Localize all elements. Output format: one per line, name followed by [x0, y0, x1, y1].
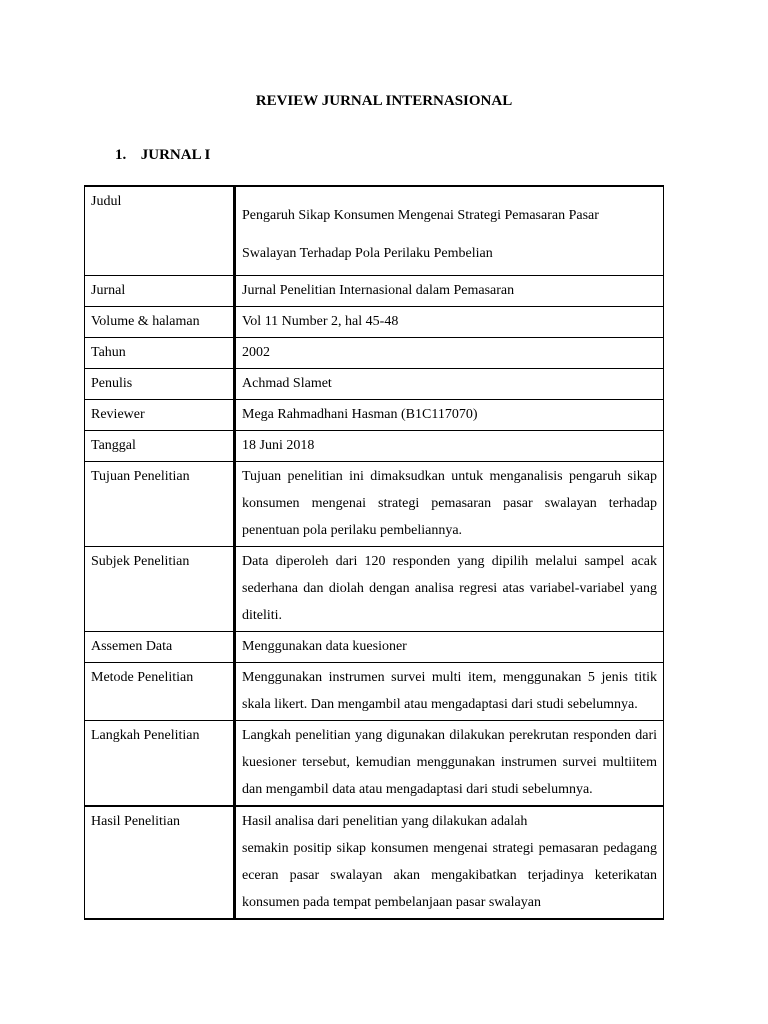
row-value: Achmad Slamet — [235, 369, 664, 400]
row-value: Jurnal Penelitian Internasional dalam Pemasaran — [235, 276, 664, 307]
row-label: Tanggal — [85, 431, 235, 462]
table-row-penulis — [85, 369, 664, 400]
table-row-jurnal — [85, 276, 664, 307]
row-value: Menggunakan data kuesioner — [235, 632, 664, 663]
table-row-tujuan — [85, 462, 664, 547]
row-label: Reviewer — [85, 400, 235, 431]
section-heading — [115, 147, 210, 164]
row-label: Metode Penelitian — [85, 663, 235, 721]
row-value-line: Swalayan Terhadap Pola Perilaku Pembelian — [242, 246, 493, 261]
row-value: 18 Juni 2018 — [235, 431, 664, 462]
row-label: Langkah Penelitian — [85, 721, 235, 807]
table-row-metode — [85, 663, 664, 721]
row-label: Tujuan Penelitian — [85, 462, 235, 547]
row-value-line: semakin positip sikap konsumen mengenai strategi pemasaran pedagang eceran pasar swalayan akan mengakibatkan terjadinya keterikatan konsumen pada tempat pembelanjaan pasar swalayan — [242, 841, 657, 910]
row-label: Jurnal — [85, 276, 235, 307]
row-value-line: Pengaruh Sikap Konsumen Mengenai Strategi Pemasaran Pasar — [242, 208, 599, 223]
row-label: Hasil Penelitian — [85, 806, 235, 919]
row-label: Penulis — [85, 369, 235, 400]
table-row-langkah — [85, 721, 664, 807]
row-value: Langkah penelitian yang digunakan dilakukan perekrutan responden dari kuesioner tersebut, kemudian menggunakan instrumen survei multiitem dan mengambil data atau mengadaptasi dari studi sebelumnya. — [235, 721, 664, 807]
row-label: Volume & halaman — [85, 307, 235, 338]
row-value: Tujuan penelitian ini dimaksudkan untuk menganalisis pengaruh sikap konsumen mengenai strategi pemasaran pasar swalayan terhadap penentuan pola perilaku pembeliannya. — [235, 462, 664, 547]
table-row-assemen — [85, 632, 664, 663]
table-row-tahun — [85, 338, 664, 369]
row-label: Tahun — [85, 338, 235, 369]
table-row-volume — [85, 307, 664, 338]
table-row-hasil — [85, 806, 664, 919]
row-value: Menggunakan instrumen survei multi item, menggunakan 5 jenis titik skala likert. Dan mengambil atau mengadaptasi dari studi sebelumnya. — [235, 663, 664, 721]
section-number: 1. — [115, 147, 127, 163]
row-value: Data diperoleh dari 120 responden yang dipilih melalui sampel acak sederhana dan diolah dengan analisa regresi atas variabel-variabel yang diteliti. — [235, 547, 664, 632]
row-label: Judul — [85, 186, 235, 276]
review-table — [84, 185, 664, 920]
row-value — [235, 806, 664, 919]
table-row-tanggal — [85, 431, 664, 462]
row-value: Vol 11 Number 2, hal 45-48 — [235, 307, 664, 338]
row-value: Mega Rahmadhani Hasman (B1C117070) — [235, 400, 664, 431]
row-value — [235, 186, 664, 276]
row-value: 2002 — [235, 338, 664, 369]
section-label: JURNAL I — [140, 147, 211, 163]
row-label: Assemen Data — [85, 632, 235, 663]
document-title: REVIEW JURNAL INTERNASIONAL — [255, 93, 513, 109]
table-row-judul — [85, 186, 664, 276]
table-row-reviewer — [85, 400, 664, 431]
row-label: Subjek Penelitian — [85, 547, 235, 632]
table-row-subjek — [85, 547, 664, 632]
row-value-line: Hasil analisa dari penelitian yang dilakukan adalah — [242, 814, 528, 829]
